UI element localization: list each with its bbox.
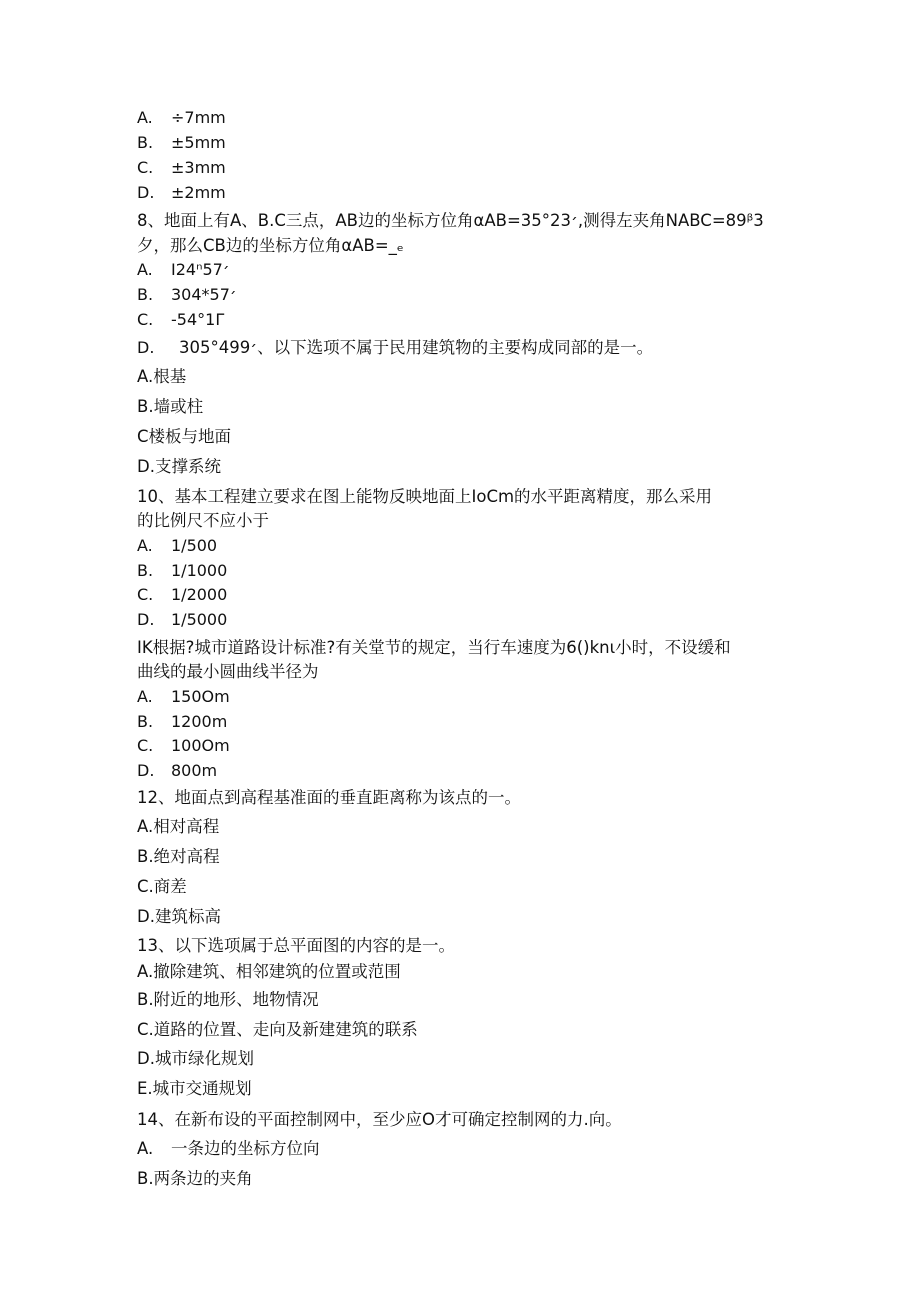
q13-option-d: D.城市绿化规划 — [137, 1049, 254, 1068]
option-text: 305°49׳9、以下选项不属于民用建筑物的主要构成同部的是一。 — [179, 338, 654, 357]
q12-option-a: A.相对高程 — [137, 817, 220, 836]
q8-option-a — [137, 260, 229, 280]
option-key: B. — [137, 712, 154, 731]
q13-stem: 13、以下选项属于总平面图的内容的是一。 — [137, 936, 455, 955]
q11-stem-line2: 曲线的最小圆曲线半径为 — [137, 662, 319, 681]
q13-option-e: E.城市交通规划 — [137, 1079, 252, 1098]
option-text: 1/500 — [171, 536, 218, 555]
option-text: 一条边的坐标方位向 — [171, 1139, 320, 1158]
q11-option-a — [137, 687, 230, 707]
q11-option-d — [137, 761, 217, 781]
option-key: B. — [137, 285, 154, 304]
option-key: B. — [137, 133, 154, 152]
q13-option-b: B.附近的地形、地物情况 — [137, 990, 319, 1009]
q14-option-b: B.两条边的夹角 — [137, 1169, 253, 1188]
option-text: ÷7mm — [171, 108, 226, 127]
option-text: 304*57׳ — [171, 285, 237, 304]
q13-option-a: A.撤除建筑、相邻建筑的位置或范围 — [137, 962, 401, 981]
option-text: 1/5000 — [171, 610, 228, 629]
option-text: ±5mm — [171, 133, 226, 152]
q9-option-b: B.墙或柱 — [137, 397, 204, 416]
q11-option-c — [137, 736, 230, 756]
q10-option-a — [137, 536, 217, 556]
q12-option-c: C.商差 — [137, 877, 187, 896]
q9-option-a: A.根基 — [137, 367, 187, 386]
option-key: D. — [137, 183, 155, 202]
q8-stem-line2: 夕，那么CB边的坐标方位角αAB=_ₑ — [137, 236, 404, 255]
option-key: A. — [137, 108, 153, 127]
q12-option-d: D.建筑标高 — [137, 907, 221, 926]
q14-option-a — [137, 1139, 320, 1159]
q12-option-b: B.绝对高程 — [137, 847, 220, 866]
q10-option-b — [137, 561, 227, 581]
option-key: C. — [137, 310, 154, 329]
q12-stem: 12、地面点到高程基准面的垂直距离称为该点的一。 — [137, 788, 521, 807]
option-text: I24ⁿ57׳ — [171, 260, 230, 279]
q8-option-c — [137, 310, 224, 330]
q8-option-b — [137, 285, 237, 305]
option-key: B. — [137, 561, 154, 580]
option-key: D. — [137, 338, 155, 357]
option-text: ±3mm — [171, 158, 226, 177]
option-key: A. — [137, 260, 153, 279]
option-key: D. — [137, 610, 155, 629]
option-key: D. — [137, 761, 155, 780]
q8-option-d — [137, 338, 653, 358]
q14-stem: 14、在新布设的平面控制网中，至少应O才可确定控制网的力.向。 — [137, 1110, 622, 1129]
option-text: 100Om — [171, 736, 230, 755]
option-key: C. — [137, 158, 154, 177]
q7-option-b — [137, 133, 226, 153]
option-key: A. — [137, 536, 153, 555]
q7-option-c — [137, 158, 226, 178]
q9-option-c: C楼板与地面 — [137, 427, 232, 446]
q7-option-d — [137, 183, 226, 203]
q7-option-a — [137, 108, 226, 128]
option-text: 800m — [171, 761, 218, 780]
option-text: 1/1000 — [171, 561, 228, 580]
q10-stem-line1: 10、基本工程建立要求在图上能物反映地面上IoCm的水平距离精度，那么采用 — [137, 487, 713, 506]
option-text: ±2mm — [171, 183, 226, 202]
q11-stem-line1: IK根据?城市道路设计标准?有关堂节的规定，当行车速度为6()knι小时，不设缓和 — [137, 638, 731, 657]
option-key: A. — [137, 1139, 154, 1158]
option-text: -54°1Γ — [171, 310, 225, 329]
q13-option-c: C.道路的位置、走向及新建建筑的联系 — [137, 1020, 418, 1039]
option-text: 150Om — [171, 687, 230, 706]
q9-option-d: D.支撑系统 — [137, 457, 221, 476]
option-text: 1/2000 — [171, 585, 228, 604]
q8-stem-line1: 8、地面上有A、B.C三点，AB边的坐标方位角αAB=35°23׳,测得左夹角NABC=89ᵝ3 — [137, 211, 764, 230]
option-key: A. — [137, 687, 153, 706]
q10-option-c — [137, 585, 227, 605]
option-text: 1200m — [171, 712, 228, 731]
option-key: C. — [137, 585, 154, 604]
q10-option-d — [137, 610, 227, 630]
option-key: C. — [137, 736, 154, 755]
q10-stem-line2: 的比例尺不应小于 — [137, 511, 269, 530]
q11-option-b — [137, 712, 227, 732]
